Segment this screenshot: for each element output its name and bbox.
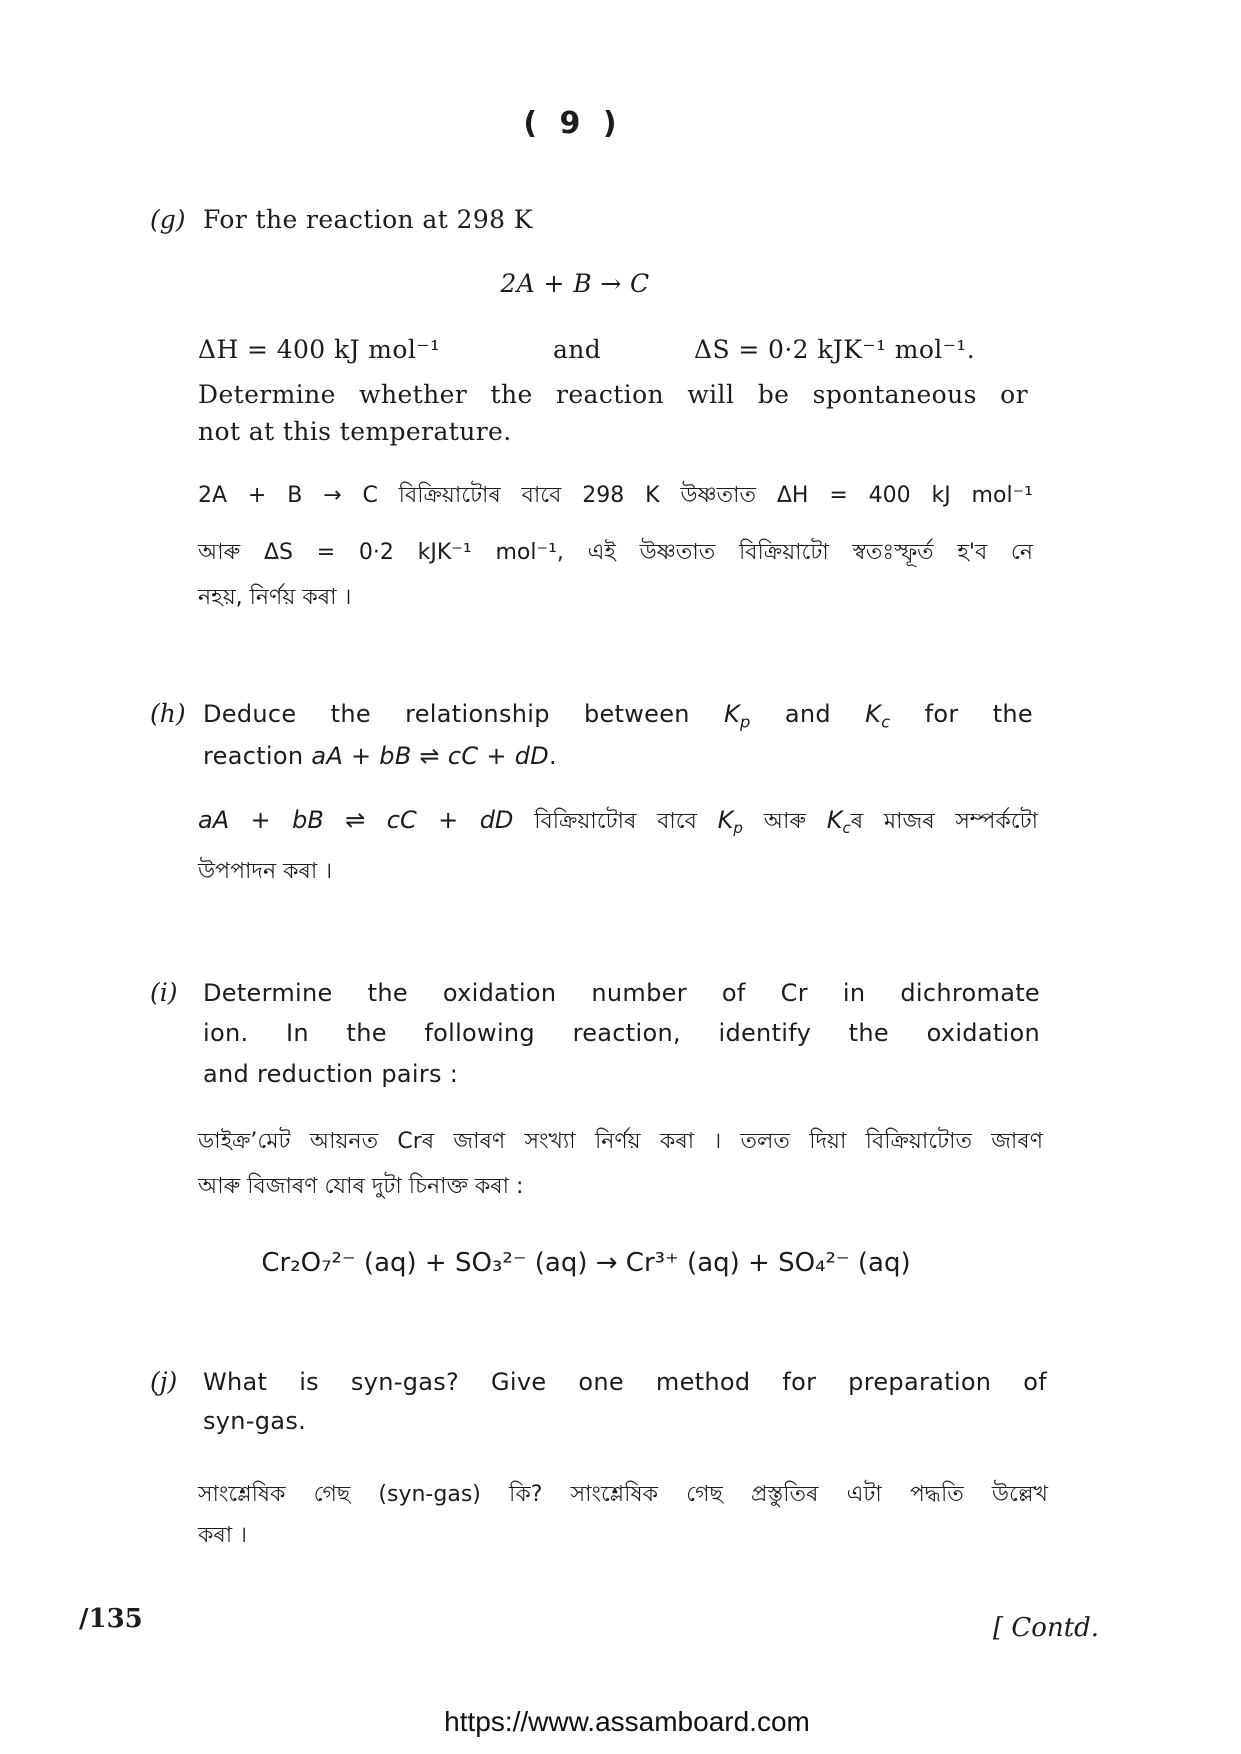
- question-h-text-line-2: [203, 736, 1033, 776]
- question-h-label: (h): [150, 699, 186, 728]
- kc-subscript: c: [881, 712, 891, 732]
- question-i-assamese-line-2: আৰু বিজাৰণ যোৰ দুটা চিনাক্ত কৰা :: [198, 1174, 524, 1199]
- page-number: ( 9 ): [523, 106, 623, 141]
- question-i-text-line-3: and reduction pairs :: [203, 1060, 459, 1088]
- question-h-assamese-equation: aA + bB ⇌ cC + dD: [198, 806, 514, 834]
- kc-symbol-assamese: K: [826, 806, 843, 834]
- kc-symbol: K: [865, 700, 882, 728]
- question-g-label: (g): [150, 205, 186, 234]
- question-h-text-mid: and: [750, 700, 866, 728]
- question-j-text-line-2: syn-gas.: [203, 1407, 307, 1435]
- question-j-text-line-1: What is syn-gas? Give one method for preparation of: [203, 1368, 1047, 1396]
- kp-symbol-assamese: K: [717, 806, 734, 834]
- question-h-assamese-line-1: [198, 800, 1038, 842]
- question-g-and: and: [553, 335, 602, 364]
- question-j-assamese-line-2: কৰা ।: [198, 1523, 248, 1548]
- question-h-period: .: [549, 742, 557, 770]
- question-g-intro: For the reaction at 298 K: [203, 205, 533, 234]
- question-i-assamese-line-1: ডাইক্ৰ’মেট আয়নত Crৰ জাৰণ সংখ্যা নিৰ্ণয় কৰা । তলত দিয়া বিক্ৰিয়াটোত জাৰণ: [198, 1129, 1043, 1154]
- kp-subscript: p: [740, 712, 751, 732]
- question-g-text-line-1: Determine whether the reaction will be spontaneous or: [198, 380, 1028, 409]
- question-h-assamese-line-2: উপপাদন কৰা ।: [198, 859, 333, 884]
- question-h-text-pre: Deduce the relationship between: [203, 700, 724, 728]
- question-g-assamese-line-2: আৰু ΔS = 0·2 kJK⁻¹ mol⁻¹, এই উষ্ণতাত বিক্ৰিয়াটো স্বতঃস্ফূৰ্ত হ'ব নে: [198, 540, 1033, 565]
- question-h-reaction-word: reaction: [203, 742, 312, 770]
- kp-subscript-assamese: p: [733, 819, 743, 838]
- question-j-label: (j): [150, 1367, 178, 1396]
- question-g-enthalpy: ΔH = 400 kJ mol⁻¹: [198, 335, 441, 364]
- question-i-chemical-equation: Cr₂O₇²⁻ (aq) + SO₃²⁻ (aq) → Cr³⁺ (aq) + SO₄²⁻ (aq): [261, 1248, 911, 1278]
- question-i-text-line-1: Determine the oxidation number of Cr in dichromate: [203, 979, 1040, 1007]
- question-j-assamese-line-1: সাংশ্লেষিক গেছ (syn-gas) কি? সাংশ্লেষিক গেছ প্ৰস্তুতিৰ এটা পদ্ধতি উল্লেখ: [198, 1482, 1048, 1507]
- question-h-equation: aA + bB ⇌ cC + dD: [311, 742, 550, 770]
- question-h-assamese-mid: আৰু: [742, 809, 827, 834]
- paper-code: /135: [79, 1604, 143, 1634]
- question-g-assamese-line-3: নহয়, নিৰ্ণয় কৰা ।: [198, 585, 352, 610]
- question-g-entropy: ΔS = 0·2 kJK⁻¹ mol⁻¹.: [694, 335, 976, 364]
- question-g-equation: 2A + B → C: [500, 269, 650, 298]
- question-h-text-line-1: [203, 694, 1033, 734]
- kp-symbol: K: [724, 700, 741, 728]
- question-i-text-line-2: ion. In the following reaction, identify the oxidation: [203, 1019, 1040, 1047]
- continued-marker: [ Contd.: [993, 1613, 1100, 1643]
- question-h-assamese-pre: বিক্ৰিয়াটোৰ বাবে: [513, 809, 718, 834]
- question-h-text-post: for the: [890, 700, 1033, 728]
- source-url: https://www.assamboard.com: [444, 1706, 810, 1737]
- kc-subscript-assamese: c: [842, 819, 851, 838]
- question-g-assamese-line-1: 2A + B → C বিক্ৰিয়াটোৰ বাবে 298 K উষ্ণতাত ΔH = 400 kJ mol⁻¹: [198, 483, 1033, 508]
- question-g-text-line-2: not at this temperature.: [198, 417, 512, 446]
- question-i-label: (i): [150, 978, 178, 1007]
- question-h-assamese-post: ৰ মাজৰ সম্পৰ্কটো: [850, 809, 1038, 834]
